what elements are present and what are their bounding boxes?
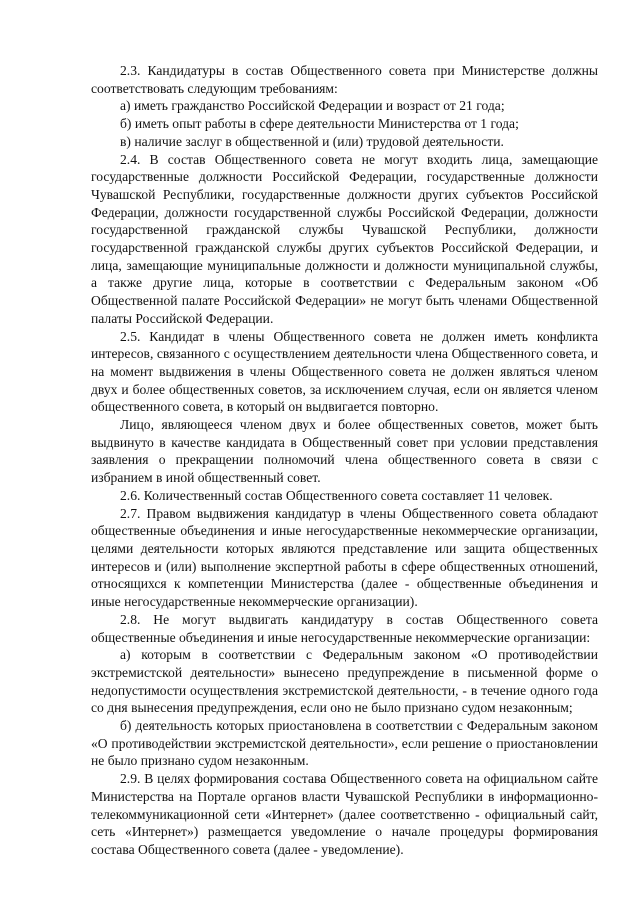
- requirement-a: а) иметь гражданство Российской Федерации и возраст от 21 года;: [120, 98, 505, 114]
- requirement-b: б) иметь опыт работы в сфере деятельности Министерства от 1 года;: [120, 116, 519, 132]
- paragraph-2-3: 2.3. Кандидатуры в состав Общественного совета при Министерстве должны соответствовать следующим требованиям:: [91, 63, 598, 96]
- paragraph-2-7: 2.7. Правом выдвижения кандидатур в члены Общественного совета обладают общественные объединения и иные негосударственные некоммерческие организации, целями деятельности которых являются представление или защита общественных интересов и (или) выполнение экспертной работы в сфере общественных отношений, относящихся к компетенции Министерства (далее - общественные объединения и иные негосударственные некоммерческие организации).: [91, 505, 598, 610]
- paragraph-2-8: 2.8. Не могут выдвигать кандидатуру в состав Общественного совета общественные объединения и иные негосударственные некоммерческие организации:: [91, 611, 598, 645]
- document-page: [91, 62, 598, 859]
- paragraph-2-9: 2.9. В целях формирования состава Общественного совета на официальном сайте Министерства на Портале органов власти Чувашской Республики в информационно-телекоммуникационной сети «Интернет» (далее соответственно - официальный сайт, сеть «Интернет») размещается уведомление о начале процедуры формирования состава Общественного совета (далее - уведомление).: [91, 771, 598, 857]
- paragraph-2-6: 2.6. Количественный состав Общественного совета составляет 11 человек.: [120, 487, 553, 503]
- paragraph-2-5: 2.5. Кандидат в члены Общественного совета не должен иметь конфликта интересов, связанного с осуществлением деятельности члена Общественного совета, и на момент выдвижения в члены Общественного совета не должен являться членом двух и более общественных советов, за исключением случая, если он является членом общественного совета, в который он выдвигается повторно.: [91, 328, 598, 415]
- paragraph-2-5-continuation: Лицо, являющееся членом двух и более общественных советов, может быть выдвинуто в качестве кандидата в Общественный совет при условии представления заявления о прекращении полномочий члена общественного совета в связи с избранием в иной общественный совет.: [91, 417, 598, 486]
- requirement-c: в) наличие заслуг в общественной и (или) трудовой деятельности.: [120, 133, 504, 149]
- paragraph-2-4: 2.4. В состав Общественного совета не могут входить лица, замещающие государственные должности Российской Федерации, государственные должности Чувашской Республики, государственные должности других субъектов Российской Федерации, должности государственной службы Российской Федерации, должности государственной гражданской службы Чувашской Республики, должности государственной гражданской службы других субъектов Российской Федерации, и лица, замещающие муниципальные должности и должности муниципальной службы, а также другие лица, которые в соответствии с Федеральным законом «Об Общественной палате Российской Федерации» не могут быть членами Общественной палаты Российской Федерации.: [91, 151, 598, 326]
- restriction-a: а) которым в соответствии с Федеральным законом «О противодействии экстремистской деятельности» вынесено предупреждение в письменной форме о недопустимости осуществления экстремистской деятельности, - в течение одного года со дня вынесения предупреждения, если оно не было признано судом незаконным;: [91, 647, 598, 716]
- restriction-b: б) деятельность которых приостановлена в соответствии с Федеральным законом «О противодействии экстремистской деятельности», если решение о приостановлении не было признано судом незаконным.: [91, 718, 598, 769]
